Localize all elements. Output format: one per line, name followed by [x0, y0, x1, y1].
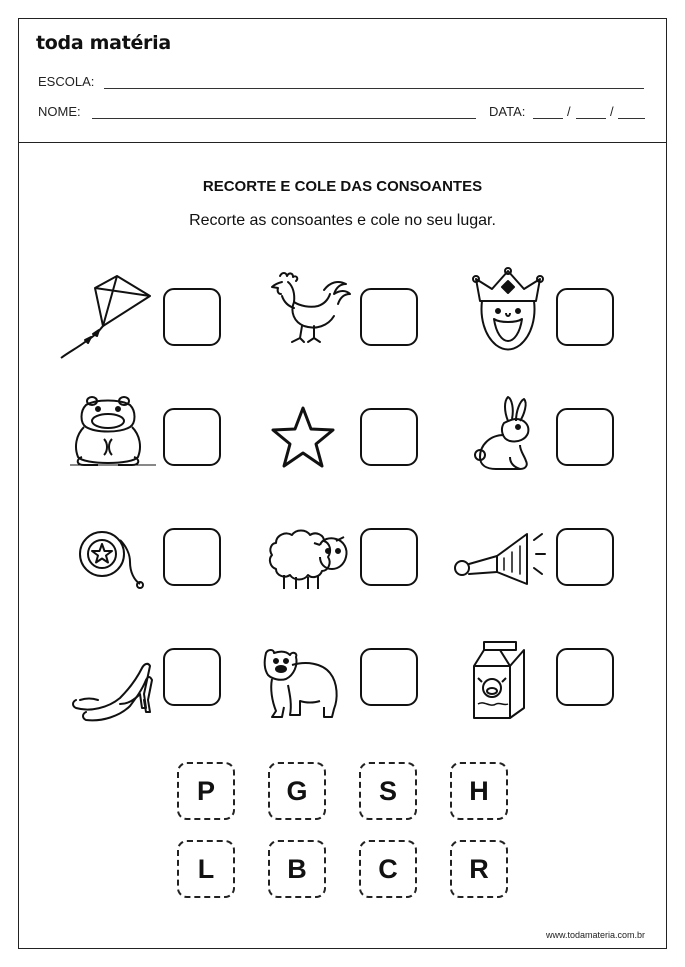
answer-box[interactable]: [360, 648, 418, 706]
name-label: NOME:: [38, 104, 81, 119]
answer-box[interactable]: [163, 528, 221, 586]
bear-icon: [258, 645, 340, 719]
horn-icon: [452, 528, 546, 588]
letter-card[interactable]: B: [268, 840, 326, 898]
brand-logo: toda matéria: [36, 32, 171, 54]
footer-url[interactable]: www.todamateria.com.br: [545, 930, 645, 940]
letter-card[interactable]: G: [268, 762, 326, 820]
date-year-field[interactable]: [618, 118, 645, 119]
letter-card[interactable]: L: [177, 840, 235, 898]
header-divider: [18, 142, 667, 143]
answer-box[interactable]: [163, 288, 221, 346]
king-icon: [470, 265, 546, 355]
answer-box[interactable]: [163, 648, 221, 706]
date-separator: /: [610, 104, 614, 119]
letter-card[interactable]: S: [359, 762, 417, 820]
letter-card[interactable]: H: [450, 762, 508, 820]
yoyo-icon: [76, 528, 148, 590]
answer-box[interactable]: [556, 648, 614, 706]
school-label: ESCOLA:: [38, 74, 95, 89]
date-separator: /: [567, 104, 571, 119]
milk-carton-icon: [470, 638, 530, 722]
letter-card[interactable]: R: [450, 840, 508, 898]
answer-box[interactable]: [556, 528, 614, 586]
answer-box[interactable]: [556, 288, 614, 346]
name-field[interactable]: [92, 118, 476, 119]
date-day-field[interactable]: [533, 118, 563, 119]
kite-icon: [55, 268, 155, 363]
answer-box[interactable]: [360, 288, 418, 346]
date-month-field[interactable]: [576, 118, 606, 119]
sheep-icon: [262, 525, 352, 591]
rooster-icon: [262, 268, 352, 350]
answer-box[interactable]: [360, 408, 418, 466]
school-field[interactable]: [104, 88, 644, 89]
answer-box[interactable]: [556, 408, 614, 466]
star-icon: [270, 405, 336, 469]
answer-box[interactable]: [360, 528, 418, 586]
shoes-icon: [66, 652, 156, 722]
activity-title: RECORTE E COLE DAS CONSOANTES: [202, 178, 483, 195]
rabbit-icon: [470, 395, 536, 473]
activity-instruction: Recorte as consoantes e cole no seu lugar.: [189, 212, 496, 229]
letter-card[interactable]: C: [359, 840, 417, 898]
answer-box[interactable]: [163, 408, 221, 466]
worksheet-frame: [18, 18, 667, 949]
date-label: DATA:: [489, 104, 526, 119]
letter-card[interactable]: P: [177, 762, 235, 820]
hippo-icon: [68, 393, 158, 469]
